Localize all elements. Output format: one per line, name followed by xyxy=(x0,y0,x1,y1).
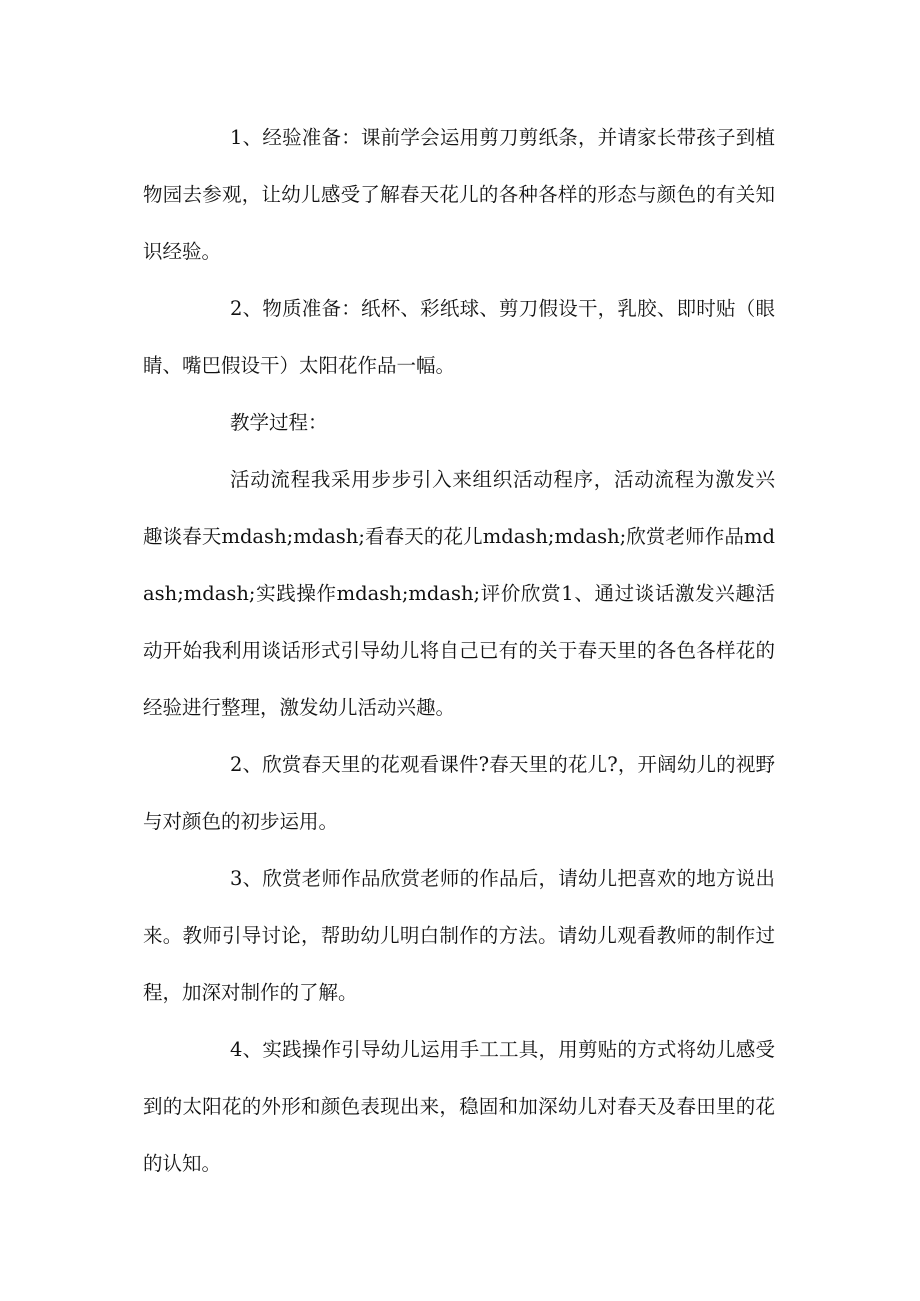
paragraph-appreciate-teacher-work: 3、欣赏老师作品欣赏老师的作品后，请幼儿把喜欢的地方说出来。教师引导讨论，帮助幼儿明白制作的方法。请幼儿观看教师的制作过程，加深对制作的了解。 xyxy=(143,867,775,1004)
paragraph-practice: 4、实践操作引导幼儿运用手工工具，用剪贴的方式将幼儿感受到的太阳花的外形和颜色表现出来，稳固和加深幼儿对春天及春田里的花的认知。 xyxy=(143,1038,775,1175)
paragraph-material-prep: 2、物质准备：纸杯、彩纸球、剪刀假设干，乳胶、即时贴（眼睛、嘴巴假设干）太阳花作品一幅。 xyxy=(143,297,775,377)
paragraph-experience-prep: 1、经验准备：课前学会运用剪刀剪纸条，并请家长带孩子到植物园去参观，让幼儿感受了解春天花儿的各种各样的形态与颜色的有关知识经验。 xyxy=(143,126,775,263)
paragraph-appreciate-spring-flowers: 2、欣赏春天里的花观看课件?春天里的花儿?，开阔幼儿的视野与对颜色的初步运用。 xyxy=(143,753,775,833)
paragraph-activity-flow: 活动流程我采用步步引入来组织活动程序，活动流程为激发兴趣谈春天mdash;mdash;看春天的花儿mdash;mdash;欣赏老师作品mdash;mdash;实践操作mdash;mdash;评价欣赏1、通过谈话激发兴趣活动开始我利用谈话形式引导幼儿将自己已有的关于春天里的各色各样花的经验进行整理，激发幼儿活动兴趣。 xyxy=(143,468,775,719)
paragraph-teaching-process-heading: 教学过程： xyxy=(230,411,328,434)
document-body xyxy=(143,109,775,1192)
